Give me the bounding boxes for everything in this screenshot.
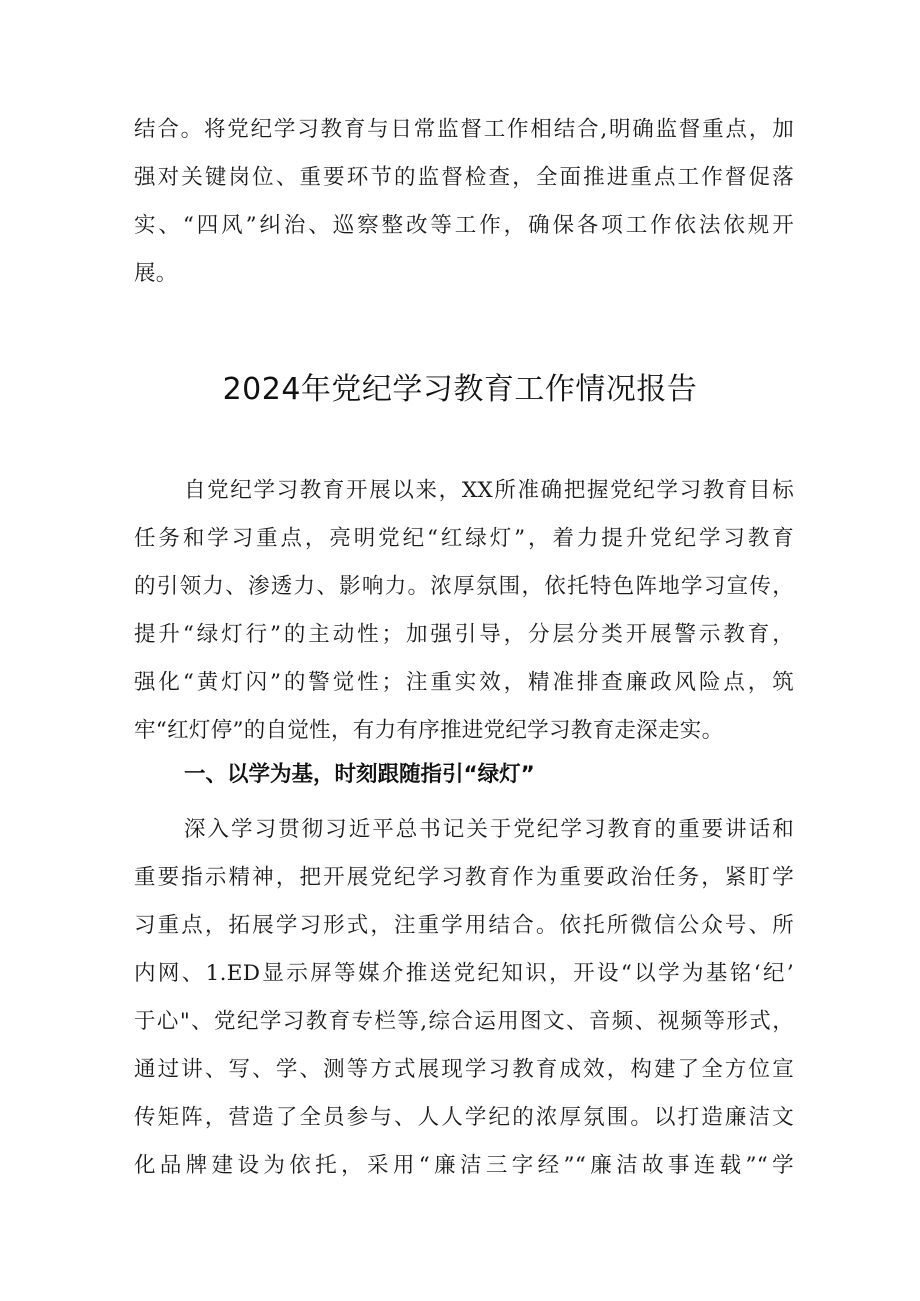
- paragraph-line: 自党纪学习教育开展以来，XX所准确把握党纪学习教育目标: [184, 478, 794, 503]
- paragraph-line: 任务和学习重点，亮明党纪“红绿灯”，着力提升党纪学习教育: [134, 526, 794, 551]
- paragraph-line: 重要指示精神，把开展党纪学习教育作为重要政治任务，紧盯学: [134, 865, 794, 890]
- paragraph-line: 强对关键岗位、重要环节的监督检查，全面推进重点工作督促落: [134, 165, 794, 190]
- paragraph-line: 深入学习贯彻习近平总书记关于党纪学习教育的重要讲话和: [184, 817, 794, 842]
- section-heading: 一、以学为基，时刻跟随指引“绿灯”: [184, 762, 535, 787]
- paragraph-line: 通过讲、写、学、测等方式展现学习教育成效，构建了全方位宣: [134, 1057, 794, 1082]
- paragraph-line: 结合。将党纪学习教育与日常监督工作相结合,明确监督重点，加: [134, 117, 794, 142]
- paragraph-line: 提升“绿灯行”的主动性；加强引导，分层分类开展警示教育，: [134, 622, 794, 647]
- paragraph-line: 牢“红灯停”的自觉性，有力有序推进党纪学习教育走深走实。: [134, 718, 724, 743]
- paragraph-line: 实、“四风”纠治、巡察整改等工作，确保各项工作依法依规开: [134, 213, 794, 238]
- paragraph-line: 内网、1.ED显示屏等媒介推送党纪知识，开设“以学为基铭‘纪’: [134, 961, 794, 986]
- paragraph-line: 习重点，拓展学习形式，注重学用结合。依托所微信公众号、所: [134, 913, 794, 938]
- paragraph-line: 化品牌建设为依托，采用“廉洁三字经”“廉洁故事连载”“学: [134, 1153, 794, 1178]
- paragraph-line: 的引领力、渗透力、影响力。浓厚氛围，依托特色阵地学习宣传，: [134, 574, 794, 599]
- report-title: 2024年党纪学习教育工作情况报告: [222, 372, 698, 407]
- paragraph-line: 强化“黄灯闪”的警觉性；注重实效，精准排查廉政风险点，筑: [134, 670, 794, 695]
- paragraph-line: 展。: [134, 261, 178, 286]
- paragraph-line: 于心"、党纪学习教育专栏等,综合运用图文、音频、视频等形式，: [134, 1009, 794, 1034]
- paragraph-line: 传矩阵，营造了全员参与、人人学纪的浓厚氛围。以打造廉洁文: [134, 1105, 794, 1130]
